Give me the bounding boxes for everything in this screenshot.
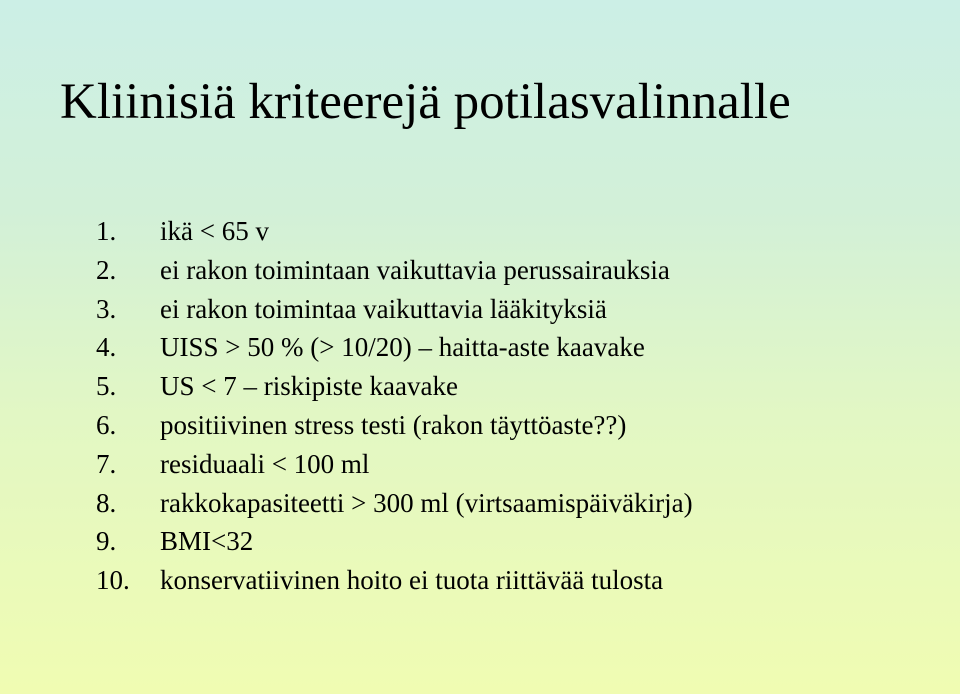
- list-item-text: BMI<32: [160, 526, 254, 557]
- list-item-number: 10.: [96, 565, 130, 596]
- list-item-number: 9.: [96, 526, 117, 557]
- list-item-number: 7.: [96, 448, 117, 479]
- list-item-number: 4.: [96, 332, 117, 363]
- list-item-text: ikä < 65 v: [160, 216, 269, 246]
- list-item-text: US < 7 – riskipiste kaavake: [160, 371, 458, 402]
- list-item-number: 2.: [96, 254, 117, 285]
- list-item-number: 1.: [96, 216, 117, 246]
- list-item-text: ei rakon toimintaan vaikuttavia perussairauksia: [160, 254, 670, 285]
- list-item-number: 3.: [96, 293, 117, 324]
- list-item-text: residuaali < 100 ml: [160, 448, 370, 479]
- list-item-text: UISS > 50 % (> 10/20) – haitta-aste kaavake: [160, 332, 645, 363]
- list-item-text: ei rakon toimintaa vaikuttavia lääkityksiä: [160, 293, 607, 324]
- list-item-number: 5.: [96, 371, 117, 402]
- list-item-text: positiivinen stress testi (rakon täyttöaste??): [160, 409, 627, 440]
- list-item-number: 8.: [96, 487, 117, 518]
- list-item-text: konservatiivinen hoito ei tuota riittävää tulosta: [160, 565, 664, 596]
- list-item-text: rakkokapasiteetti > 300 ml (virtsaamispäiväkirja): [160, 487, 693, 518]
- slide-title: Kliinisiä kriteerejä potilasvalinnalle: [60, 74, 791, 130]
- list-item-number: 6.: [96, 409, 117, 440]
